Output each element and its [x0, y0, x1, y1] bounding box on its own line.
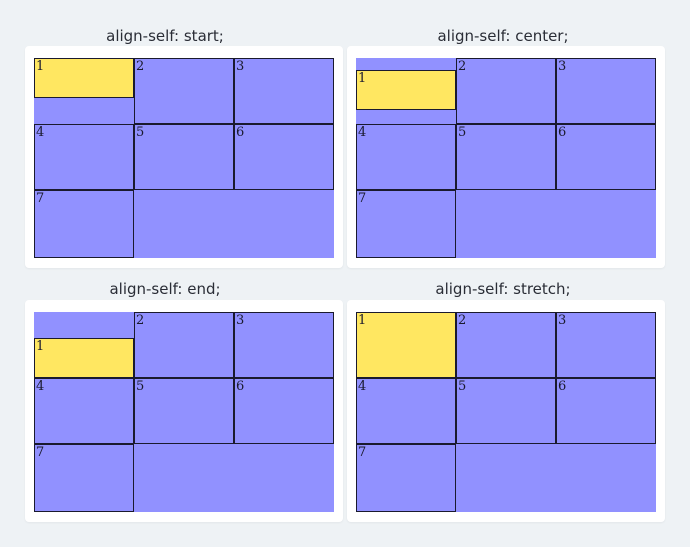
grid-item-3: 3 [556, 312, 656, 378]
grid-item-3: 3 [234, 312, 334, 378]
panel-card-center [347, 46, 665, 268]
grid-container [34, 312, 334, 512]
grid-item-4: 4 [34, 124, 134, 190]
grid-item-5: 5 [134, 124, 234, 190]
panel-card-end [25, 300, 343, 522]
grid-item-4: 4 [356, 378, 456, 444]
panel-title-stretch: align-self: stretch; [435, 280, 571, 298]
grid-item-3: 3 [234, 58, 334, 124]
grid-item-6: 6 [234, 124, 334, 190]
grid-item-2: 2 [456, 312, 556, 378]
panel-title-start: align-self: start; [106, 27, 224, 45]
grid-item-7: 7 [356, 444, 456, 512]
grid-item-6: 6 [556, 124, 656, 190]
grid-item-1: 1 [34, 338, 134, 378]
grid-container [34, 58, 334, 258]
grid-item-1: 1 [356, 70, 456, 110]
grid-item-7: 7 [34, 190, 134, 258]
grid-item-7: 7 [34, 444, 134, 512]
panel-card-start [25, 46, 343, 268]
grid-container [356, 58, 656, 258]
grid-item-6: 6 [234, 378, 334, 444]
panel-card-stretch [347, 300, 665, 522]
grid-item-1: 1 [34, 58, 134, 98]
grid-item-5: 5 [456, 124, 556, 190]
grid-item-7: 7 [356, 190, 456, 258]
grid-item-5: 5 [134, 378, 234, 444]
grid-container [356, 312, 656, 512]
grid-item-2: 2 [134, 312, 234, 378]
panel-title-center: align-self: center; [437, 27, 569, 45]
panel-title-end: align-self: end; [109, 280, 221, 298]
grid-item-2: 2 [134, 58, 234, 124]
grid-item-6: 6 [556, 378, 656, 444]
grid-item-2: 2 [456, 58, 556, 124]
grid-item-4: 4 [34, 378, 134, 444]
grid-item-4: 4 [356, 124, 456, 190]
grid-item-1: 1 [356, 312, 456, 378]
grid-item-5: 5 [456, 378, 556, 444]
grid-item-3: 3 [556, 58, 656, 124]
